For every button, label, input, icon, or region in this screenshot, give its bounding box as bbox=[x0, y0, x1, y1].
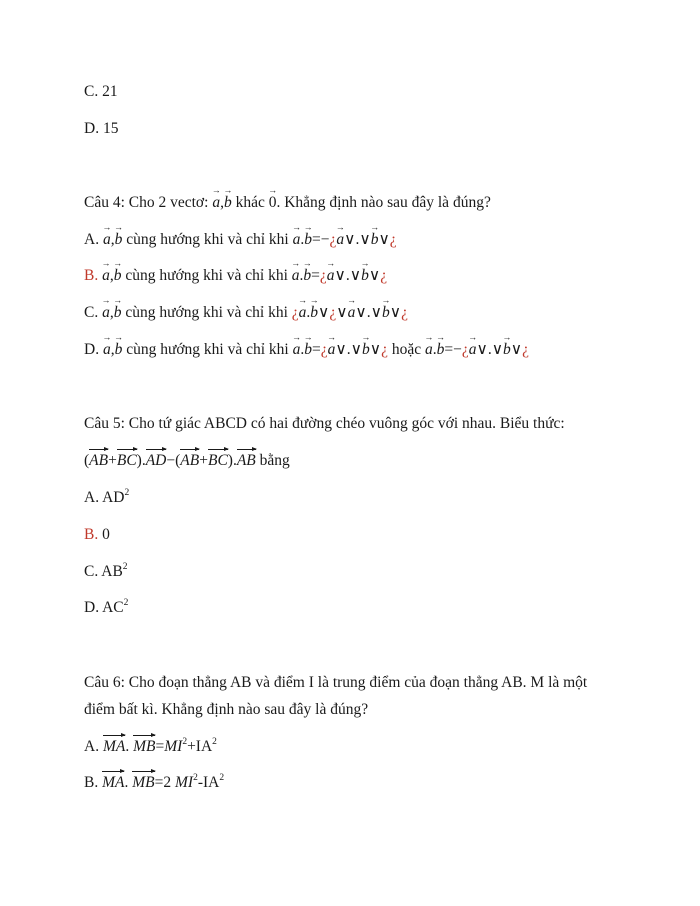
q5-text-a: AD bbox=[102, 489, 125, 506]
question-6-stem-line2: điểm bất kì. Khẳng định nào sau đây là đúng? bbox=[84, 701, 369, 718]
q5-option-c bbox=[84, 562, 128, 582]
question-5-stem: Câu 5: Cho tứ giác ABCD có hai đường chéo vuông góc với nhau. Biểu thức: bbox=[84, 415, 565, 432]
vector-b: → b bbox=[224, 195, 232, 211]
q5-expression-end: bằng bbox=[259, 452, 290, 469]
q5-label-c: C. bbox=[84, 563, 99, 580]
option-d-prev: D. 15 bbox=[84, 120, 119, 137]
q6-option-b: B. MA. MB=2 $MI^2-IA^2$ bbox=[84, 773, 225, 791]
q4-option-c: C. → a,→ b cùng hướng khi và chỉ khi ¿→ a.→ b∨¿∨→ a∨.∨→ b∨¿ bbox=[84, 303, 408, 323]
question-4-stem: Câu 4: Cho 2 vectơ: → a,→ b khác → 0. Khẳng định nào sau đây là đúng? bbox=[84, 193, 491, 213]
q4-option-d: D. → a,→ b cùng hướng khi và chỉ khi → a.→ b=¿→ a∨.∨→ b∨¿ hoặc → a.→ b=−¿→ a∨.∨→ b∨¿ bbox=[84, 340, 529, 360]
q5-option-b bbox=[84, 525, 110, 545]
q5-option-d bbox=[84, 598, 128, 618]
option-c-prev: C. 21 bbox=[84, 83, 118, 100]
q5-sup-d: 2 bbox=[123, 598, 129, 608]
q4-label-b: B. bbox=[84, 267, 99, 284]
q6-label-a: A. bbox=[84, 738, 100, 755]
q5-label-b: B. bbox=[84, 526, 99, 543]
vector-a: → a bbox=[212, 195, 220, 211]
q4-label-a: A. bbox=[84, 231, 100, 248]
q5-text-c: AB bbox=[101, 563, 123, 580]
q5-expression: (AB+BC).AD−(AB+BC).AB bằng bbox=[84, 452, 290, 469]
q5-label-d: D. bbox=[84, 599, 100, 616]
zero-vector: → 0 bbox=[269, 195, 277, 211]
q6-label-b: B. bbox=[84, 774, 99, 791]
q5-sup-c: 2 bbox=[122, 562, 128, 572]
q4-stem-end: . Khẳng định nào sau đây là đúng? bbox=[276, 194, 491, 211]
question-6-stem-line1: Câu 6: Cho đoạn thẳng AB và điểm I là trung điểm của đoạn thẳng AB. M là một bbox=[84, 674, 588, 691]
q4-option-b: B. → a,→ b cùng hướng khi và chỉ khi → a.→ b=¿→ a∨.∨→ b∨¿ bbox=[84, 266, 387, 286]
q5-text-b: 0 bbox=[102, 526, 110, 543]
q4-phrase: cùng hướng khi và chỉ khi bbox=[125, 267, 288, 284]
q4-stem-mid: khác bbox=[231, 194, 269, 211]
q6-option-a: A. MA. $MB=MI^2+IA^2$ bbox=[84, 737, 217, 755]
q5-option-a bbox=[84, 488, 129, 508]
q5-label-a: A. bbox=[84, 489, 100, 506]
q5-text-d: AC bbox=[102, 599, 124, 616]
q4-phrase: cùng hướng khi và chỉ khi bbox=[126, 231, 289, 248]
q4-stem-text: Câu 4: Cho 2 vectơ: bbox=[84, 194, 213, 211]
q4-label-c: C. bbox=[84, 304, 99, 321]
q4-label-d: D. bbox=[84, 341, 100, 358]
q4-option-a: A. → a,→ b cùng hướng khi và chỉ khi → a.→ b=−¿→ a∨.∨→ b∨¿ bbox=[84, 230, 397, 250]
q4-phrase: cùng hướng khi và chỉ khi bbox=[125, 304, 288, 321]
q5-sup-a: 2 bbox=[124, 488, 130, 498]
q4-or-word: hoặc bbox=[391, 341, 422, 358]
q4-phrase: cùng hướng khi và chỉ khi bbox=[126, 341, 289, 358]
